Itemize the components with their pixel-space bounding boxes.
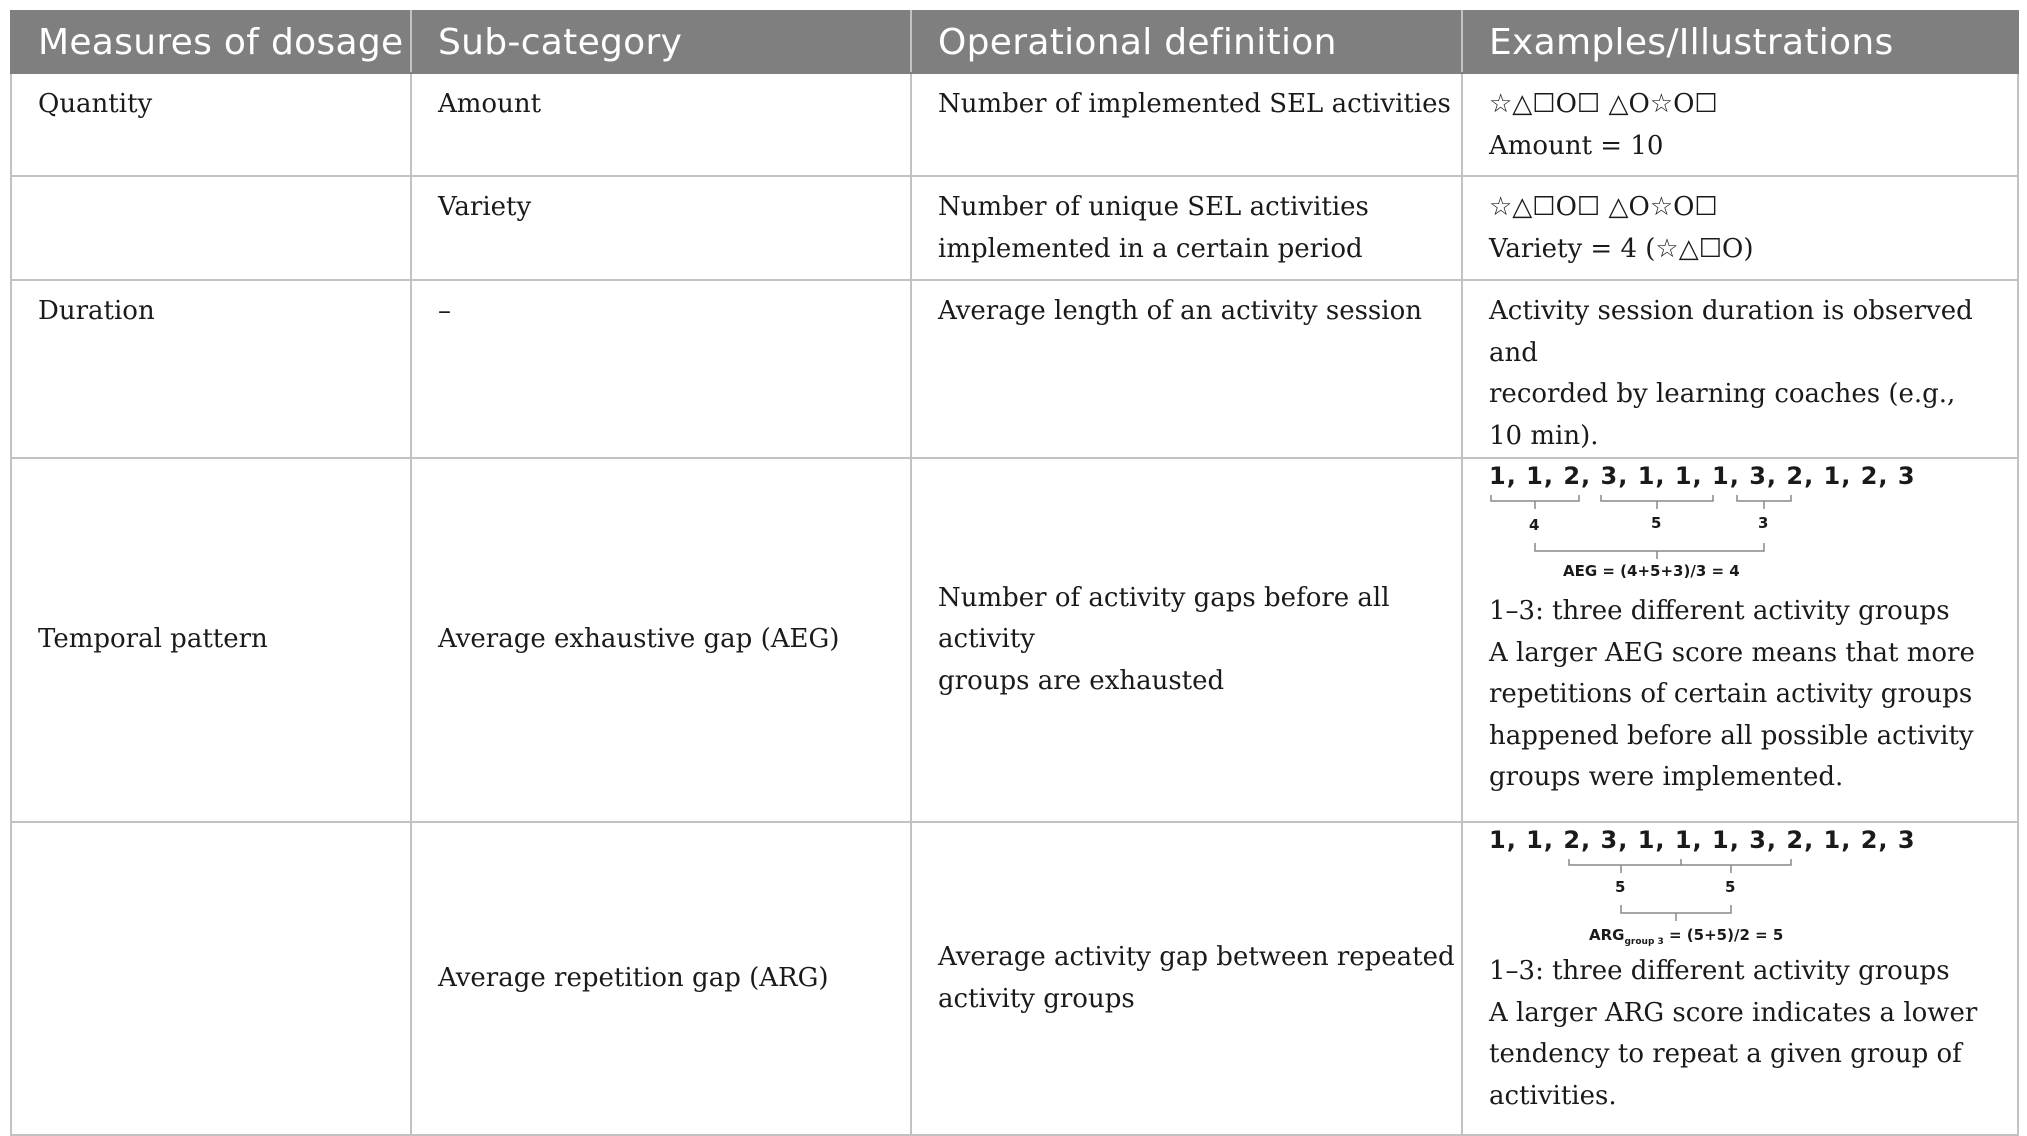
- cell-examples: [1462, 822, 2018, 1135]
- header-examples: Examples/Illustrations: [1462, 11, 2018, 73]
- definition-line: groups are exhausted: [938, 665, 1225, 696]
- example-line: recorded by learning coaches (e.g.,: [1489, 379, 1956, 409]
- arg-formula-rest: = (5+5)/2 = 5: [1663, 926, 1784, 944]
- table-row-amount: [11, 73, 2018, 176]
- arg-formula-sub: group 3: [1624, 937, 1664, 947]
- aeg-gap-label: 5: [1651, 514, 1662, 532]
- cell-examples: [1462, 458, 2018, 822]
- example-line: 10 min).: [1489, 420, 1599, 451]
- cell-sub: Average repetition gap (ARG): [411, 822, 911, 1135]
- definition-line: Average activity gap between repeated: [938, 942, 1455, 972]
- cell-definition: [911, 176, 1462, 280]
- arg-sequence: 1, 1, 2, 3, 1, 1, 1, 3, 2, 1, 2, 3: [1489, 826, 1916, 854]
- cell-sub: Variety: [411, 176, 911, 280]
- arg-gap-label: 5: [1615, 878, 1626, 896]
- cell-examples: [1462, 176, 2018, 280]
- definition-line: Average length of an activity session: [938, 296, 1422, 326]
- cell-definition: [911, 280, 1462, 458]
- example-line: groups were implemented.: [1489, 762, 1844, 792]
- arg-bracket-1: [1569, 859, 1681, 873]
- example-line: A larger AEG score means that more: [1489, 637, 1975, 668]
- cell-measure: [11, 176, 411, 280]
- cell-measure: [11, 822, 411, 1135]
- aeg-sequence: 1, 1, 2, 3, 1, 1, 1, 3, 2, 1, 2, 3: [1489, 462, 1916, 490]
- table-row-variety: [11, 176, 2018, 280]
- table-row-duration: [11, 280, 2018, 458]
- header-sub-category: Sub-category: [411, 11, 911, 73]
- example-line: activities.: [1489, 1080, 1617, 1111]
- example-line: repetitions of certain activity groups: [1489, 679, 1973, 709]
- arg-gap-diagram: [1489, 855, 1849, 951]
- arg-bracket-total: [1621, 905, 1731, 921]
- example-line: tendency to repeat a given group of: [1489, 1039, 1962, 1069]
- definition-line: activity groups: [938, 983, 1135, 1014]
- aeg-gap-diagram: [1489, 491, 1849, 591]
- definition-line: Number of implemented SEL activities: [938, 89, 1451, 119]
- aeg-formula: AEG = (4+5+3)/3 = 4: [1563, 562, 1740, 580]
- table-row-aeg: [11, 458, 2018, 822]
- arg-gap-label: 5: [1725, 878, 1736, 896]
- example-line: A larger ARG score indicates a lower: [1489, 997, 1978, 1028]
- cell-definition: [911, 458, 1462, 822]
- example-line: Variety = 4 (☆△☐O): [1489, 233, 1754, 264]
- aeg-bracket-1: [1491, 495, 1579, 509]
- definition-line: Number of unique SEL activities: [938, 192, 1369, 222]
- definition-line: Number of activity gaps before all activity: [938, 582, 1390, 655]
- example-line: ☆△☐O☐ △O☆O☐: [1489, 192, 1718, 222]
- definition-line: implemented in a certain period: [938, 233, 1363, 264]
- header-measures: Measures of dosage: [11, 11, 411, 73]
- arg-formula-main: ARG: [1589, 926, 1625, 944]
- arg-formula: [1589, 927, 1783, 950]
- example-line: Amount = 10: [1489, 130, 1664, 161]
- aeg-bracket-total: [1535, 543, 1764, 559]
- example-line: 1–3: three different activity groups: [1489, 596, 1950, 626]
- cell-sub: Average exhaustive gap (AEG): [411, 458, 911, 822]
- example-line: Activity session duration is observed and: [1489, 296, 1973, 368]
- table-row-arg: [11, 822, 2018, 1135]
- dosage-measures-table: [10, 10, 2019, 1136]
- cell-examples: [1462, 73, 2018, 176]
- table-header-row: [11, 11, 2018, 73]
- cell-sub: Amount: [411, 73, 911, 176]
- example-line: ☆△☐O☐ △O☆O☐: [1489, 89, 1718, 119]
- example-line: happened before all possible activity: [1489, 720, 1974, 751]
- aeg-gap-label: 3: [1758, 514, 1769, 532]
- example-line: 1–3: three different activity groups: [1489, 956, 1950, 986]
- arg-bracket-2: [1681, 859, 1791, 873]
- aeg-gap-label: 4: [1529, 516, 1540, 534]
- aeg-bracket-2: [1601, 495, 1713, 509]
- cell-definition: [911, 822, 1462, 1135]
- cell-measure: Duration: [11, 280, 411, 458]
- cell-sub: –: [411, 280, 911, 458]
- header-operational-definition: Operational definition: [911, 11, 1462, 73]
- cell-definition: [911, 73, 1462, 176]
- cell-measure: Quantity: [11, 73, 411, 176]
- cell-examples: [1462, 280, 2018, 458]
- aeg-bracket-3: [1737, 495, 1791, 509]
- cell-measure: Temporal pattern: [11, 458, 411, 822]
